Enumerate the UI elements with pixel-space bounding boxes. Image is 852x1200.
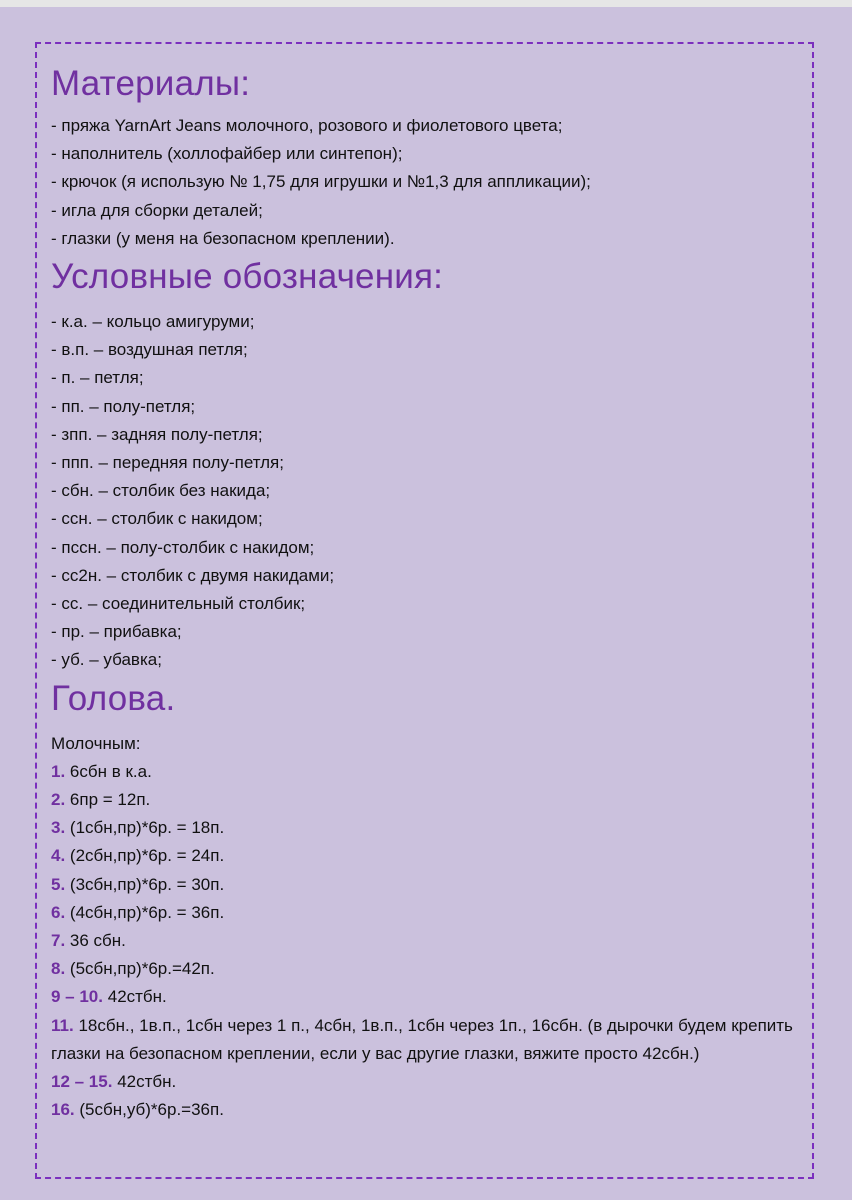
list-item: - сс. – соединительный столбик; [51,594,306,614]
row-number: 4. [51,846,66,866]
materials-heading: Материалы: [51,64,251,103]
table-row [51,1096,801,1124]
row-text: 36 сбн. [69,931,126,951]
materials-list [51,112,801,253]
row-text: (3сбн,пр)*6р. = 30п. [69,874,225,894]
list-item: - наполнитель (холлофайбер или синтепон); [51,144,403,164]
row-text: 42стбн. [117,1072,177,1092]
list-item: - сбн. – столбик без накида; [51,481,271,501]
table-row [51,899,801,927]
row-number: 11. [51,1015,74,1035]
list-item: - ссн. – столбик с накидом; [51,509,263,529]
list-item: - к.а. – кольцо амигуруми; [51,312,255,332]
row-text: 6пр = 12п. [69,790,151,810]
list-item: - уб. – убавка; [51,650,162,670]
table-row [51,758,801,786]
list-item: - глазки (у меня на безопасном креплении). [51,228,395,248]
document-content [51,62,801,1125]
table-row [51,1012,801,1068]
list-item: - крючок (я использую № 1,75 для игрушки и №1,3 для аппликации); [51,172,591,192]
legend-list [51,308,801,675]
row-text: (5сбн,уб)*6р.=36п. [79,1100,224,1120]
table-row [51,927,801,955]
top-strip [0,0,852,7]
row-number: 12 – 15. [51,1072,113,1092]
row-number: 3. [51,818,66,838]
list-item: - в.п. – воздушная петля; [51,340,248,360]
row-text: (2сбн,пр)*6р. = 24п. [69,846,225,866]
row-number: 2. [51,790,66,810]
row-text: 18сбн., 1в.п., 1сбн через 1 п., 4сбн, 1в.п., 1сбн через 1п., 16сбн. (в дырочки будем крепить глазки на безопасном креплении, если у вас другие глазки, вяжите просто 42сбн.) [51,1015,793,1063]
row-number: 16. [51,1100,75,1120]
table-row [51,1068,801,1096]
list-item: - пссн. – полу-столбик с накидом; [51,537,315,557]
table-row [51,814,801,842]
row-number: 9 – 10. [51,987,103,1007]
list-item: - пряжа YarnArt Jeans молочного, розового и фиолетового цвета; [51,116,563,135]
list-item: - пп. – полу-петля; [51,396,196,416]
table-row [51,983,801,1011]
list-item: - игла для сборки деталей; [51,200,263,220]
list-item: - сс2н. – столбик с двумя накидами; [51,565,335,585]
head-rows [51,758,801,1125]
color-label: Молочным: [51,733,141,753]
legend-heading: Условные обозначения: [51,257,444,297]
list-item: - зпп. – задняя полу-петля; [51,424,263,444]
list-item: - п. – петля; [51,368,144,388]
row-number: 8. [51,959,66,979]
table-row [51,955,801,983]
row-text: (5сбн,пр)*6р.=42п. [69,959,215,979]
row-number: 7. [51,931,66,951]
table-row [51,786,801,814]
row-number: 5. [51,874,66,894]
table-row [51,871,801,899]
row-text: 42стбн. [107,987,167,1007]
row-number: 1. [51,761,66,781]
row-text: (1сбн,пр)*6р. = 18п. [69,818,225,838]
table-row [51,842,801,870]
row-text: 6сбн в к.а. [69,761,152,781]
list-item: - пр. – прибавка; [51,622,182,642]
list-item: - ппп. – передняя полу-петля; [51,453,284,473]
head-heading: Голова. [51,678,176,718]
row-text: (4сбн,пр)*6р. = 36п. [69,902,225,922]
row-number: 6. [51,902,66,922]
